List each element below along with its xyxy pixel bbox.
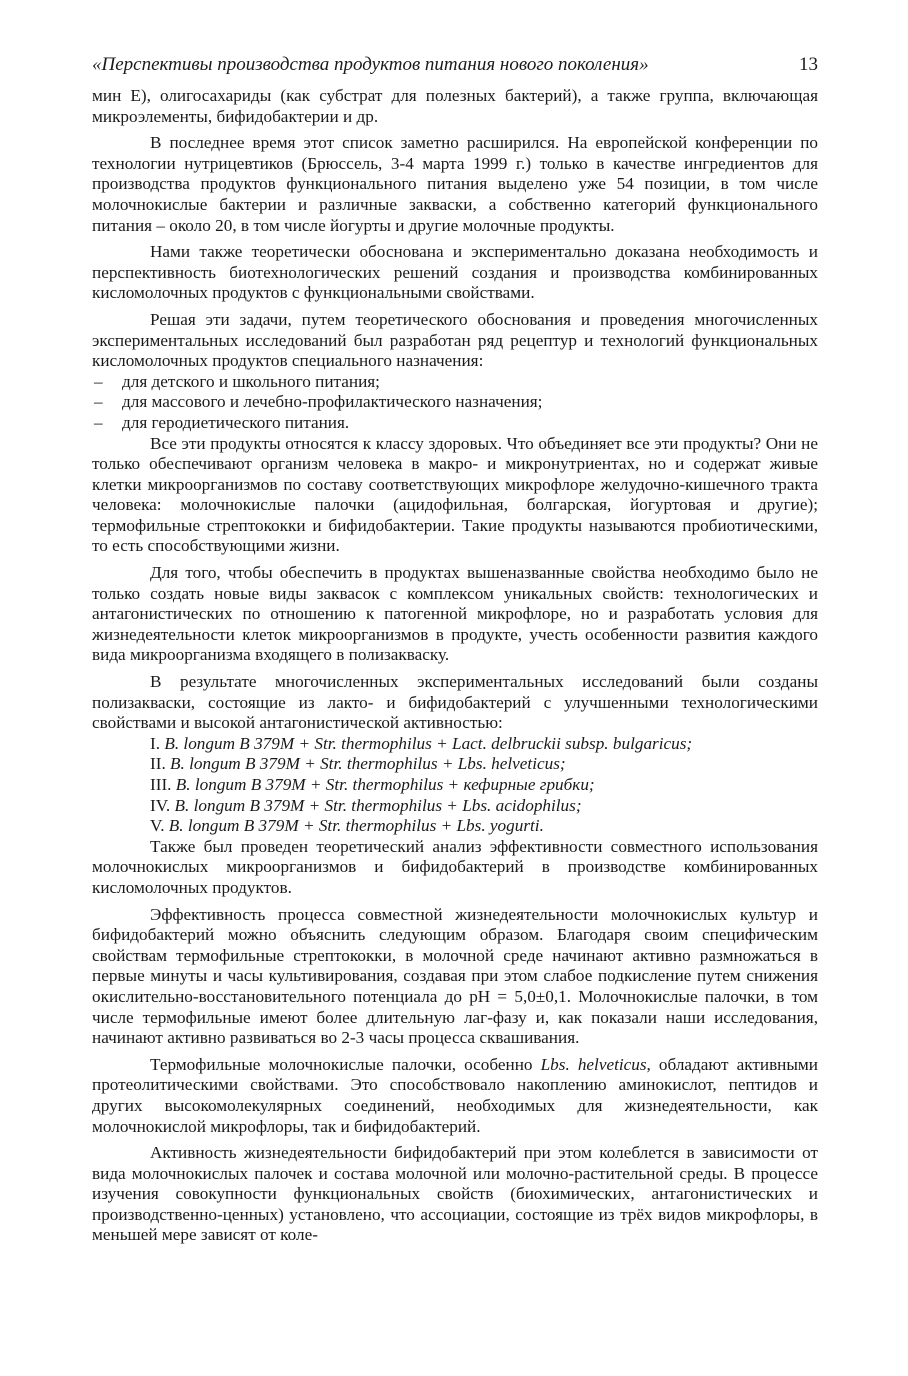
running-title: «Перспективы производства продуктов питания нового поколения» bbox=[92, 54, 649, 75]
strain-formula: B. longum B 379M + Str. thermophilus + кефирные грибки; bbox=[175, 775, 595, 794]
list-number: IV. bbox=[150, 795, 171, 815]
paragraph-text: , обладают активными протеолитическими свойствами. Это способствовало накоплению аминокислот, пептидов и других высокомолекулярных соединений, необходимых для жизнедеятельности, как молочнокислой микрофлоры, так и бифидобактерий. bbox=[92, 1054, 819, 1136]
list-item bbox=[150, 816, 818, 837]
paragraph: В последнее время этот список заметно расширился. На европейской конференции по технологии нутрицевтиков (Брюссель, 3-4 марта 1999 г.) только в качестве ингредиентов для производства продуктов функционального питания выделено уже 54 позиции, в том числе молочнокислые бактерии и различные закваски, а собственно категорий функционального питания – около 20, в том числе йогурты и другие молочные продукты. bbox=[92, 133, 818, 235]
document-page bbox=[92, 52, 818, 1246]
list-item: – для массового и лечебно-профилактического назначения; bbox=[92, 392, 818, 413]
strain-formula: B. longum B 379M + Str. thermophilus + Lbs. yogurti. bbox=[168, 816, 544, 836]
purpose-list bbox=[92, 372, 818, 434]
paragraph: Все эти продукты относятся к классу здоровых. Что объединяет все эти продукты? Они не только обеспечивают организм человека в макро- и микронутриентах, но и содержат живые клетки микроорганизмов по составу соответствующих микрофлоре желудочно-кишечного тракта человека: молочнокислые палочки (ацидофильная, болгарская, йогуртовая и другие); термофильные стрептококки и бифидобактерии. Такие продукты называются пробиотическими, то есть способствующими жизни. bbox=[92, 433, 818, 556]
paragraph: Также был проведен теоретический анализ эффективности совместного использования молочнокислых микроорганизмов и бифидобактерий в производстве комбинированных кисломолочных продуктов. bbox=[92, 836, 818, 897]
strain-formula: B. longum B 379M + Str. thermophilus + Lbs. helveticus; bbox=[170, 754, 566, 774]
list-number: V. bbox=[150, 816, 165, 836]
paragraph: Решая эти задачи, путем теоретического обоснования и проведения многочисленных экспериментальных исследований был разработан ряд рецептур и технологий функциональных кисломолочных продуктов специального назначения: bbox=[92, 309, 818, 371]
running-header bbox=[92, 52, 818, 78]
paragraph: Для того, чтобы обеспечить в продуктах вышеназванные свойства необходимо было не только создать новые виды заквасок с комплексом уникальных свойств: технологических и антагонистических по отношению к патогенной микрофлоре, но и разработать условия для жизнедеятельности клеток микроорганизмов в продукте, учесть особенности развития каждого вида микроорганизма входящего в полизакваску. bbox=[92, 563, 818, 665]
list-item bbox=[150, 796, 818, 817]
list-item bbox=[150, 754, 818, 775]
list-item bbox=[150, 734, 818, 755]
species-name: Lbs. helveticus bbox=[540, 1054, 647, 1074]
paragraph: Эффективность процесса совместной жизнедеятельности молочнокислых культур и бифидобактерий можно объяснить следующим образом. Благодаря своим специфическим свойствам термофильные стрептококки, в молочной среде начинают активно размножаться в первые минуты и часы культивирования, создавая при этом слабое подкисление путем снижения окислительно-восстановительного потенциала до pH = 5,0±0,1. Молочнокислые палочки, в том числе термофильные имеют более длительную лаг-фазу и, как показали наши исследования, начинают активно развиваться во 2-3 часы процесса сквашивания. bbox=[92, 904, 818, 1048]
list-number: III. bbox=[150, 775, 172, 794]
starter-culture-list bbox=[92, 734, 818, 837]
strain-formula: B. longum B 379M + Str. thermophilus + Lact. delbruckii subsp. bulgaricus; bbox=[164, 733, 693, 753]
paragraph: Активность жизнедеятельности бифидобактерий при этом колеблется в зависимости от вида молочнокислых палочек и состава молочной или молочно-растительной среды. В процессе изучения совокупности функциональных свойств (биохимических, антагонистических и производственно-ценных) установлено, что ассоциации, состоящие из трёх видов микрофлоры, в меньшей мере зависят от коле- bbox=[92, 1143, 818, 1245]
paragraph: В результате многочисленных экспериментальных исследований были созданы полизакваски, состоящие из лакто- и бифидобактерий с улучшенными технологическими свойствами и высокой антагонистической активностью: bbox=[92, 672, 818, 733]
paragraph bbox=[92, 1055, 818, 1137]
list-item bbox=[150, 775, 818, 796]
paragraph: Нами также теоретически обоснована и экспериментально доказана необходимость и перспективность биотехнологических решений создания и производства комбинированных кисломолочных продуктов с функциональными свойствами. bbox=[92, 242, 818, 303]
list-number: II. bbox=[150, 754, 166, 774]
list-item: – для геродиетического питания. bbox=[92, 413, 818, 434]
list-item: – для детского и школьного питания; bbox=[92, 372, 818, 393]
page-number: 13 bbox=[799, 54, 818, 75]
body-text bbox=[92, 86, 818, 1246]
paragraph-continuation: мин Е), олигосахариды (как субстрат для полезных бактерий), а также группа, включающая микроэлементы, бифидобактерии и др. bbox=[92, 86, 818, 126]
paragraph-text: Термофильные молочнокислые палочки, особенно bbox=[150, 1054, 541, 1074]
list-number: I. bbox=[150, 733, 161, 753]
strain-formula: B. longum B 379M + Str. thermophilus + Lbs. acidophilus; bbox=[174, 795, 582, 815]
